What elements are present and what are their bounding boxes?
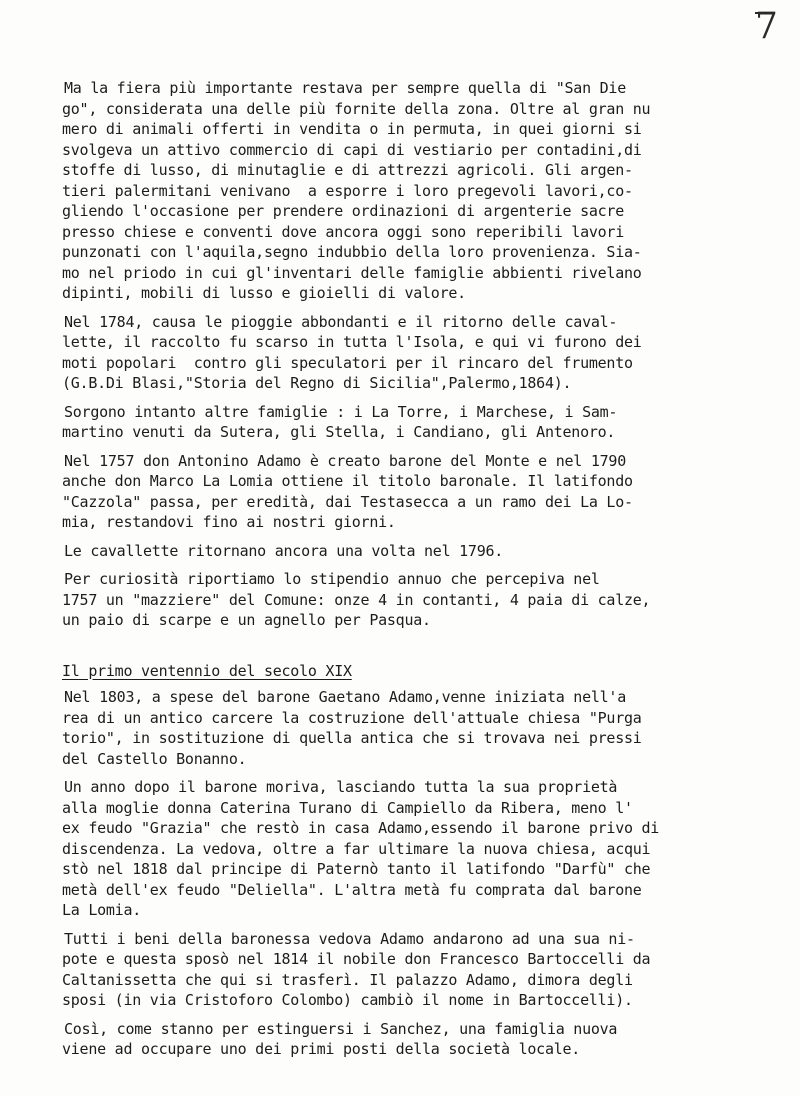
text-line: go", considerata una delle più fornite della zona. Oltre al gran nu: [62, 99, 651, 118]
text-line: 1757 un "mazziere" del Comune: onze 4 in contanti, 4 paia di calze,: [62, 590, 651, 609]
text-line: La Lomia.: [62, 901, 142, 919]
text-line: punzonati con l'aquila,segno indubbio della loro provenienza. Sia-: [62, 243, 642, 261]
text-line: rea di un antico carcere la costruzione dell'attuale chiesa "Purga: [62, 708, 642, 727]
text-line: moti popolari contro gli speculatori per il rincaro del frumento: [62, 353, 633, 372]
text-line: dipinti, mobili di lusso e gioielli di valore.: [62, 284, 466, 302]
text-line: "Cazzola" passa, per eredità, dai Testasecca a un ramo dei La Lo-: [62, 492, 633, 511]
text-line: gliendo l'occasione per prendere ordinazioni di argenterie sacre: [62, 202, 624, 220]
text-line: metà dell'ex feudo "Deliella". L'altra metà fu comprata dal barone: [62, 880, 642, 899]
text-line: viene ad occupare uno dei primi posti della società locale.: [62, 1040, 581, 1058]
text-line: discendenza. La vedova, oltre a far ultimare la nuova chiesa, acqui: [62, 839, 651, 858]
paragraph: [62, 687, 762, 769]
text-line: presso chiese e conventi dove ancora oggi sono reperibili lavori: [62, 222, 624, 241]
text-line: Ma la fiera più importante restava per sempre quella di "San Die: [64, 79, 626, 97]
text-line: mo nel priodo in cui gl'inventari delle famiglie abbienti rivelano: [62, 263, 642, 282]
text-line: pote e questa sposò nel 1814 il nobile don Francesco Bartoccelli da: [62, 950, 651, 968]
text-line: torio", in sostituzione di quella antica che si trovava nei pressi: [62, 729, 642, 747]
text-line: mero di animali offerti in vendita o in permuta, in quei giorni si: [62, 120, 642, 138]
text-line: alla moglie donna Caterina Turano di Campiello da Ribera, meno l': [62, 798, 633, 817]
text-line: (G.B.Di Blasi,"Storia del Regno di Sicilia",Palermo,1864).: [62, 374, 572, 392]
text-line: stoffe di lusso, di minutaglie e di attrezzi agricoli. Gli argen-: [62, 161, 633, 179]
text-line: del Castello Bonanno.: [62, 749, 247, 768]
paragraph: [62, 929, 762, 1011]
text-line: Un anno dopo il barone moriva, lasciando tutta la sua proprietà: [64, 778, 618, 796]
body-text: [62, 78, 762, 1068]
paragraph: [62, 541, 762, 562]
paragraph: [62, 451, 762, 533]
text-line: Così, come stanno per estinguersi i Sanchez, una famiglia nuova: [64, 1019, 618, 1038]
paragraph: [62, 402, 762, 443]
text-line: lette, il raccolto fu scarso in tutta l'Isola, e qui vi furono dei: [62, 333, 642, 351]
text-line: anche don Marco La Lomia ottiene il titolo baronale. Il latifondo: [62, 472, 633, 490]
text-line: un paio di scarpe e un agnello per Pasqua.: [62, 611, 431, 629]
paragraph: [62, 777, 762, 921]
text-line: Per curiosità riportiamo lo stipendio annuo che percepiva nel: [64, 570, 600, 588]
text-line: Caltanissetta che qui si trasferì. Il palazzo Adamo, dimora degli: [62, 970, 633, 989]
paragraph: [62, 312, 762, 394]
text-line: Le cavallette ritornano ancora una volta nel 1796.: [64, 541, 504, 560]
text-line: mia, restandovi fino ai nostri giorni.: [62, 513, 396, 531]
paragraph: [62, 78, 762, 304]
text-line: stò nel 1818 dal principe di Paternò tanto il latifondo "Darfù" che: [62, 860, 651, 878]
text-line: sposi (in via Cristoforo Colombo) cambiò il nome in Bartoccelli).: [62, 991, 633, 1009]
paragraphs-after: [62, 687, 762, 1060]
page-number: 7: [755, 6, 778, 47]
text-line: martino venuti da Sutera, gli Stella, i Candiano, gli Antenoro.: [62, 423, 616, 441]
paragraph: [62, 569, 762, 631]
text-line: tieri palermitani venivano a esporre i loro pregevoli lavori,co-: [62, 181, 633, 200]
text-line: ex feudo "Grazia" che restò in casa Adamo,essendo il barone privo di: [62, 819, 660, 837]
text-line: svolgeva un attivo commercio di capi di vestiario per contadini,di: [62, 140, 642, 159]
paragraph: [62, 1019, 762, 1060]
text-line: Nel 1784, causa le pioggie abbondanti e il ritorno delle caval-: [64, 312, 618, 331]
text-line: Sorgono intanto altre famiglie : i La Torre, i Marchese, i Sam-: [64, 402, 618, 421]
paragraphs-before: [62, 78, 762, 631]
text-line: Tutti i beni della baronessa vedova Adamo andarono ad una sua ni-: [64, 929, 635, 948]
text-line: Nel 1757 don Antonino Adamo è creato barone del Monte e nel 1790: [64, 451, 626, 470]
text-line: Nel 1803, a spese del barone Gaetano Adamo,venne iniziata nell'a: [64, 688, 626, 706]
section-heading: Il primo ventennio del secolo XIX: [62, 661, 352, 680]
